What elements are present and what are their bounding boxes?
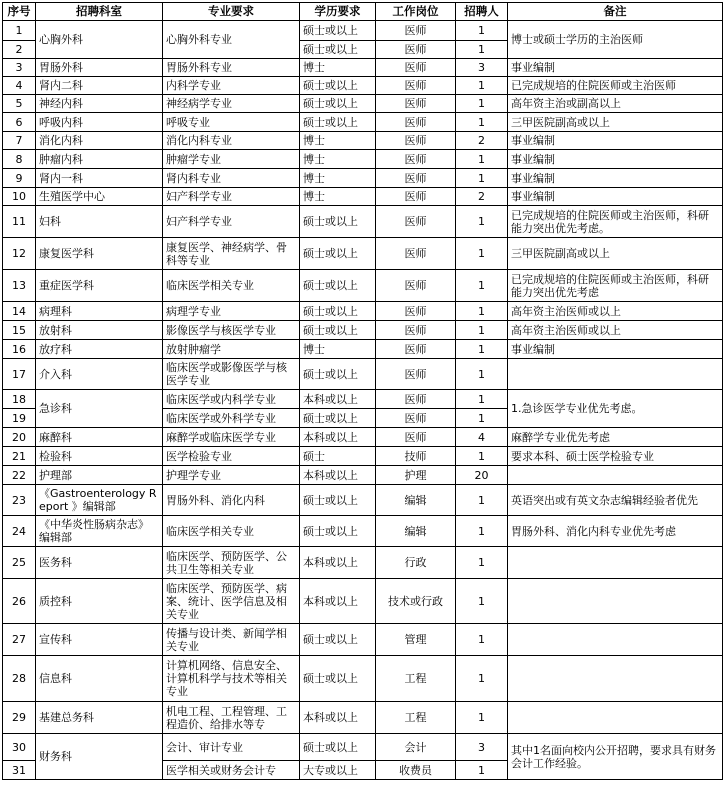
education-requirement: 本科或以上	[300, 390, 376, 409]
table-row	[3, 702, 723, 734]
remark	[508, 579, 723, 624]
table-row	[3, 95, 723, 113]
table-row	[3, 485, 723, 516]
education-requirement: 硕士或以上	[300, 21, 376, 41]
job-post: 医师	[376, 238, 456, 270]
major-requirement: 肾内科专业	[163, 169, 300, 188]
recruitment-table	[2, 2, 723, 780]
education-requirement: 硕士或以上	[300, 321, 376, 340]
header-major-requirement: 专业要求	[163, 3, 300, 21]
row-number: 13	[3, 270, 36, 302]
header-hire-count: 招聘人	[456, 3, 508, 21]
header-row	[3, 3, 723, 21]
hire-count: 3	[456, 734, 508, 761]
row-number: 19	[3, 409, 36, 428]
department: 妇科	[36, 206, 163, 238]
table-row	[3, 359, 723, 390]
remark: 其中1名面向校内公开招聘，要求具有财务会计工作经验。	[508, 734, 723, 780]
education-requirement: 博士	[300, 59, 376, 77]
row-number: 12	[3, 238, 36, 270]
hire-count: 1	[456, 270, 508, 302]
department: 神经内科	[36, 95, 163, 113]
table-row	[3, 428, 723, 447]
row-number: 21	[3, 447, 36, 466]
remark: 高年资主治医师或以上	[508, 302, 723, 321]
table-row	[3, 656, 723, 702]
major-requirement: 神经病学专业	[163, 95, 300, 113]
hire-count: 1	[456, 95, 508, 113]
job-post: 医师	[376, 188, 456, 206]
department: 放疗科	[36, 340, 163, 359]
hire-count: 1	[456, 409, 508, 428]
row-number: 2	[3, 41, 36, 59]
major-requirement: 放射肿瘤学	[163, 340, 300, 359]
department: 护理部	[36, 466, 163, 485]
row-number: 26	[3, 579, 36, 624]
department: 《中华炎性肠病杂志》编辑部	[36, 516, 163, 547]
education-requirement: 硕士或以上	[300, 77, 376, 95]
department: 放射科	[36, 321, 163, 340]
major-requirement: 肿瘤学专业	[163, 150, 300, 169]
education-requirement: 博士	[300, 340, 376, 359]
major-requirement: 康复医学、神经病学、骨科等专业	[163, 238, 300, 270]
remark: 事业编制	[508, 59, 723, 77]
major-requirement: 临床医学相关专业	[163, 516, 300, 547]
table-row	[3, 270, 723, 302]
education-requirement: 硕士或以上	[300, 41, 376, 59]
major-requirement: 影像医学与核医学专业	[163, 321, 300, 340]
education-requirement: 本科或以上	[300, 702, 376, 734]
table-row	[3, 113, 723, 132]
table-row	[3, 390, 723, 409]
job-post: 医师	[376, 302, 456, 321]
department: 肿瘤内科	[36, 150, 163, 169]
row-number: 25	[3, 547, 36, 579]
row-number: 10	[3, 188, 36, 206]
department: 肾内二科	[36, 77, 163, 95]
major-requirement: 会计、审计专业	[163, 734, 300, 761]
department: 信息科	[36, 656, 163, 702]
remark: 事业编制	[508, 132, 723, 150]
remark: 1.急诊医学专业优先考虑。	[508, 390, 723, 428]
major-requirement: 临床医学或内科学专业	[163, 390, 300, 409]
job-post: 医师	[376, 321, 456, 340]
table-row	[3, 447, 723, 466]
department: 生殖医学中心	[36, 188, 163, 206]
major-requirement: 临床医学、预防医学、病案、统计、医学信息及相关专业	[163, 579, 300, 624]
major-requirement: 计算机网络、信息安全、计算机科学与技术等相关专业	[163, 656, 300, 702]
hire-count: 1	[456, 238, 508, 270]
table-row	[3, 21, 723, 41]
education-requirement: 硕士或以上	[300, 302, 376, 321]
hire-count: 1	[456, 150, 508, 169]
major-requirement: 麻醉学或临床医学专业	[163, 428, 300, 447]
hire-count: 1	[456, 656, 508, 702]
department: 医务科	[36, 547, 163, 579]
job-post: 医师	[376, 95, 456, 113]
job-post: 医师	[376, 132, 456, 150]
row-number: 6	[3, 113, 36, 132]
education-requirement: 硕士	[300, 447, 376, 466]
hire-count: 1	[456, 321, 508, 340]
education-requirement: 硕士或以上	[300, 113, 376, 132]
job-post: 医师	[376, 150, 456, 169]
department: 康复医学科	[36, 238, 163, 270]
job-post: 编辑	[376, 516, 456, 547]
table-row	[3, 188, 723, 206]
row-number: 9	[3, 169, 36, 188]
job-post: 会计	[376, 734, 456, 761]
row-number: 24	[3, 516, 36, 547]
row-number: 22	[3, 466, 36, 485]
hire-count: 1	[456, 390, 508, 409]
major-requirement: 机电工程、工程管理、工程造价、给排水等专	[163, 702, 300, 734]
hire-count: 1	[456, 359, 508, 390]
header-department: 招聘科室	[36, 3, 163, 21]
education-requirement: 本科或以上	[300, 428, 376, 447]
row-number: 7	[3, 132, 36, 150]
hire-count: 1	[456, 702, 508, 734]
job-post: 医师	[376, 390, 456, 409]
table-row	[3, 59, 723, 77]
education-requirement: 硕士或以上	[300, 734, 376, 761]
job-post: 医师	[376, 169, 456, 188]
job-post: 技术或行政	[376, 579, 456, 624]
education-requirement: 硕士或以上	[300, 206, 376, 238]
education-requirement: 硕士或以上	[300, 95, 376, 113]
remark: 已完成规培的住院医师或主治医师，科研能力突出优先考虑	[508, 270, 723, 302]
major-requirement: 护理学专业	[163, 466, 300, 485]
department: 病理科	[36, 302, 163, 321]
row-number: 27	[3, 624, 36, 656]
education-requirement: 硕士或以上	[300, 516, 376, 547]
department: 重症医学科	[36, 270, 163, 302]
remark: 三甲医院副高或以上	[508, 113, 723, 132]
header-education-requirement: 学历要求	[300, 3, 376, 21]
row-number: 17	[3, 359, 36, 390]
row-number: 30	[3, 734, 36, 761]
department: 急诊科	[36, 390, 163, 428]
row-number: 23	[3, 485, 36, 516]
job-post: 工程	[376, 702, 456, 734]
hire-count: 1	[456, 77, 508, 95]
hire-count: 1	[456, 579, 508, 624]
major-requirement: 妇产科学专业	[163, 188, 300, 206]
remark: 事业编制	[508, 150, 723, 169]
row-number: 3	[3, 59, 36, 77]
row-number: 15	[3, 321, 36, 340]
hire-count: 1	[456, 547, 508, 579]
remark	[508, 656, 723, 702]
row-number: 28	[3, 656, 36, 702]
row-number: 1	[3, 21, 36, 41]
row-number: 14	[3, 302, 36, 321]
job-post: 医师	[376, 113, 456, 132]
table-row	[3, 624, 723, 656]
department: 基建总务科	[36, 702, 163, 734]
hire-count: 1	[456, 113, 508, 132]
job-post: 行政	[376, 547, 456, 579]
department: 肾内一科	[36, 169, 163, 188]
job-post: 管理	[376, 624, 456, 656]
major-requirement: 临床医学、预防医学、公共卫生等相关专业	[163, 547, 300, 579]
education-requirement: 本科或以上	[300, 466, 376, 485]
row-number: 18	[3, 390, 36, 409]
department: 呼吸内科	[36, 113, 163, 132]
major-requirement: 胃肠外科、消化内科	[163, 485, 300, 516]
major-requirement: 呼吸专业	[163, 113, 300, 132]
department: 财务科	[36, 734, 163, 780]
major-requirement: 医学检验专业	[163, 447, 300, 466]
job-post: 医师	[376, 21, 456, 41]
remark	[508, 624, 723, 656]
remark	[508, 547, 723, 579]
department: 检验科	[36, 447, 163, 466]
department: 《Gastroenterology Report 》编辑部	[36, 485, 163, 516]
education-requirement: 博士	[300, 132, 376, 150]
department: 质控科	[36, 579, 163, 624]
job-post: 收费员	[376, 761, 456, 780]
job-post: 编辑	[376, 485, 456, 516]
education-requirement: 硕士或以上	[300, 624, 376, 656]
job-post: 护理	[376, 466, 456, 485]
education-requirement: 本科或以上	[300, 579, 376, 624]
row-number: 4	[3, 77, 36, 95]
job-post: 医师	[376, 41, 456, 59]
major-requirement: 临床医学或影像医学与核医学专业	[163, 359, 300, 390]
table-row	[3, 302, 723, 321]
department: 消化内科	[36, 132, 163, 150]
remark	[508, 359, 723, 390]
hire-count: 1	[456, 485, 508, 516]
major-requirement: 心胸外科专业	[163, 21, 300, 59]
hire-count: 1	[456, 302, 508, 321]
major-requirement: 医学相关或财务会计专	[163, 761, 300, 780]
major-requirement: 传播与设计类、新闻学相关专业	[163, 624, 300, 656]
remark: 胃肠外科、消化内科专业优先考虑	[508, 516, 723, 547]
row-number: 31	[3, 761, 36, 780]
row-number: 11	[3, 206, 36, 238]
job-post: 医师	[376, 59, 456, 77]
remark: 事业编制	[508, 169, 723, 188]
remark: 英语突出或有英文杂志编辑经验者优先	[508, 485, 723, 516]
education-requirement: 硕士或以上	[300, 409, 376, 428]
table-row	[3, 169, 723, 188]
remark: 已完成规培的住院医师或主治医师	[508, 77, 723, 95]
education-requirement: 博士	[300, 150, 376, 169]
education-requirement: 硕士或以上	[300, 270, 376, 302]
table-row	[3, 132, 723, 150]
remark: 麻醉学专业优先考虑	[508, 428, 723, 447]
header-job-post: 工作岗位	[376, 3, 456, 21]
remark: 要求本科、硕士医学检验专业	[508, 447, 723, 466]
department: 心胸外科	[36, 21, 163, 59]
education-requirement: 硕士或以上	[300, 485, 376, 516]
department: 胃肠外科	[36, 59, 163, 77]
hire-count: 20	[456, 466, 508, 485]
job-post: 医师	[376, 428, 456, 447]
department: 麻醉科	[36, 428, 163, 447]
department: 宣传科	[36, 624, 163, 656]
row-number: 20	[3, 428, 36, 447]
table-row	[3, 77, 723, 95]
hire-count: 1	[456, 206, 508, 238]
remark	[508, 702, 723, 734]
major-requirement: 内科学专业	[163, 77, 300, 95]
education-requirement: 硕士或以上	[300, 656, 376, 702]
department: 介入科	[36, 359, 163, 390]
row-number: 16	[3, 340, 36, 359]
table-row	[3, 466, 723, 485]
hire-count: 1	[456, 41, 508, 59]
row-number: 5	[3, 95, 36, 113]
job-post: 医师	[376, 206, 456, 238]
remark: 事业编制	[508, 340, 723, 359]
job-post: 医师	[376, 409, 456, 428]
education-requirement: 大专或以上	[300, 761, 376, 780]
hire-count: 4	[456, 428, 508, 447]
remark: 博士或硕士学历的主治医师	[508, 21, 723, 59]
education-requirement: 博士	[300, 169, 376, 188]
table-row	[3, 547, 723, 579]
remark: 三甲医院副高或以上	[508, 238, 723, 270]
hire-count: 2	[456, 132, 508, 150]
row-number: 8	[3, 150, 36, 169]
major-requirement: 妇产科学专业	[163, 206, 300, 238]
job-post: 医师	[376, 340, 456, 359]
job-post: 工程	[376, 656, 456, 702]
hire-count: 1	[456, 761, 508, 780]
hire-count: 1	[456, 21, 508, 41]
remark: 事业编制	[508, 188, 723, 206]
table-row	[3, 579, 723, 624]
table-row	[3, 321, 723, 340]
table-row	[3, 734, 723, 761]
hire-count: 1	[456, 169, 508, 188]
education-requirement: 博士	[300, 188, 376, 206]
table-row	[3, 340, 723, 359]
hire-count: 1	[456, 624, 508, 656]
hire-count: 3	[456, 59, 508, 77]
remark	[508, 466, 723, 485]
job-post: 医师	[376, 77, 456, 95]
remark: 高年资主治医师或以上	[508, 321, 723, 340]
header-remark: 备注	[508, 3, 723, 21]
major-requirement: 病理学专业	[163, 302, 300, 321]
job-post: 医师	[376, 270, 456, 302]
education-requirement: 硕士或以上	[300, 238, 376, 270]
major-requirement: 临床医学或外科学专业	[163, 409, 300, 428]
major-requirement: 消化内科专业	[163, 132, 300, 150]
job-post: 医师	[376, 359, 456, 390]
hire-count: 1	[456, 516, 508, 547]
major-requirement: 胃肠外科专业	[163, 59, 300, 77]
table-row	[3, 238, 723, 270]
remark: 已完成规培的住院医师或主治医师，科研能力突出优先考虑。	[508, 206, 723, 238]
table-row	[3, 150, 723, 169]
education-requirement: 硕士或以上	[300, 359, 376, 390]
header-row-number: 序号	[3, 3, 36, 21]
row-number: 29	[3, 702, 36, 734]
education-requirement: 本科或以上	[300, 547, 376, 579]
remark: 高年资主治或副高以上	[508, 95, 723, 113]
table-row	[3, 206, 723, 238]
job-post: 技师	[376, 447, 456, 466]
major-requirement: 临床医学相关专业	[163, 270, 300, 302]
hire-count: 2	[456, 188, 508, 206]
table-row	[3, 516, 723, 547]
hire-count: 1	[456, 340, 508, 359]
hire-count: 1	[456, 447, 508, 466]
